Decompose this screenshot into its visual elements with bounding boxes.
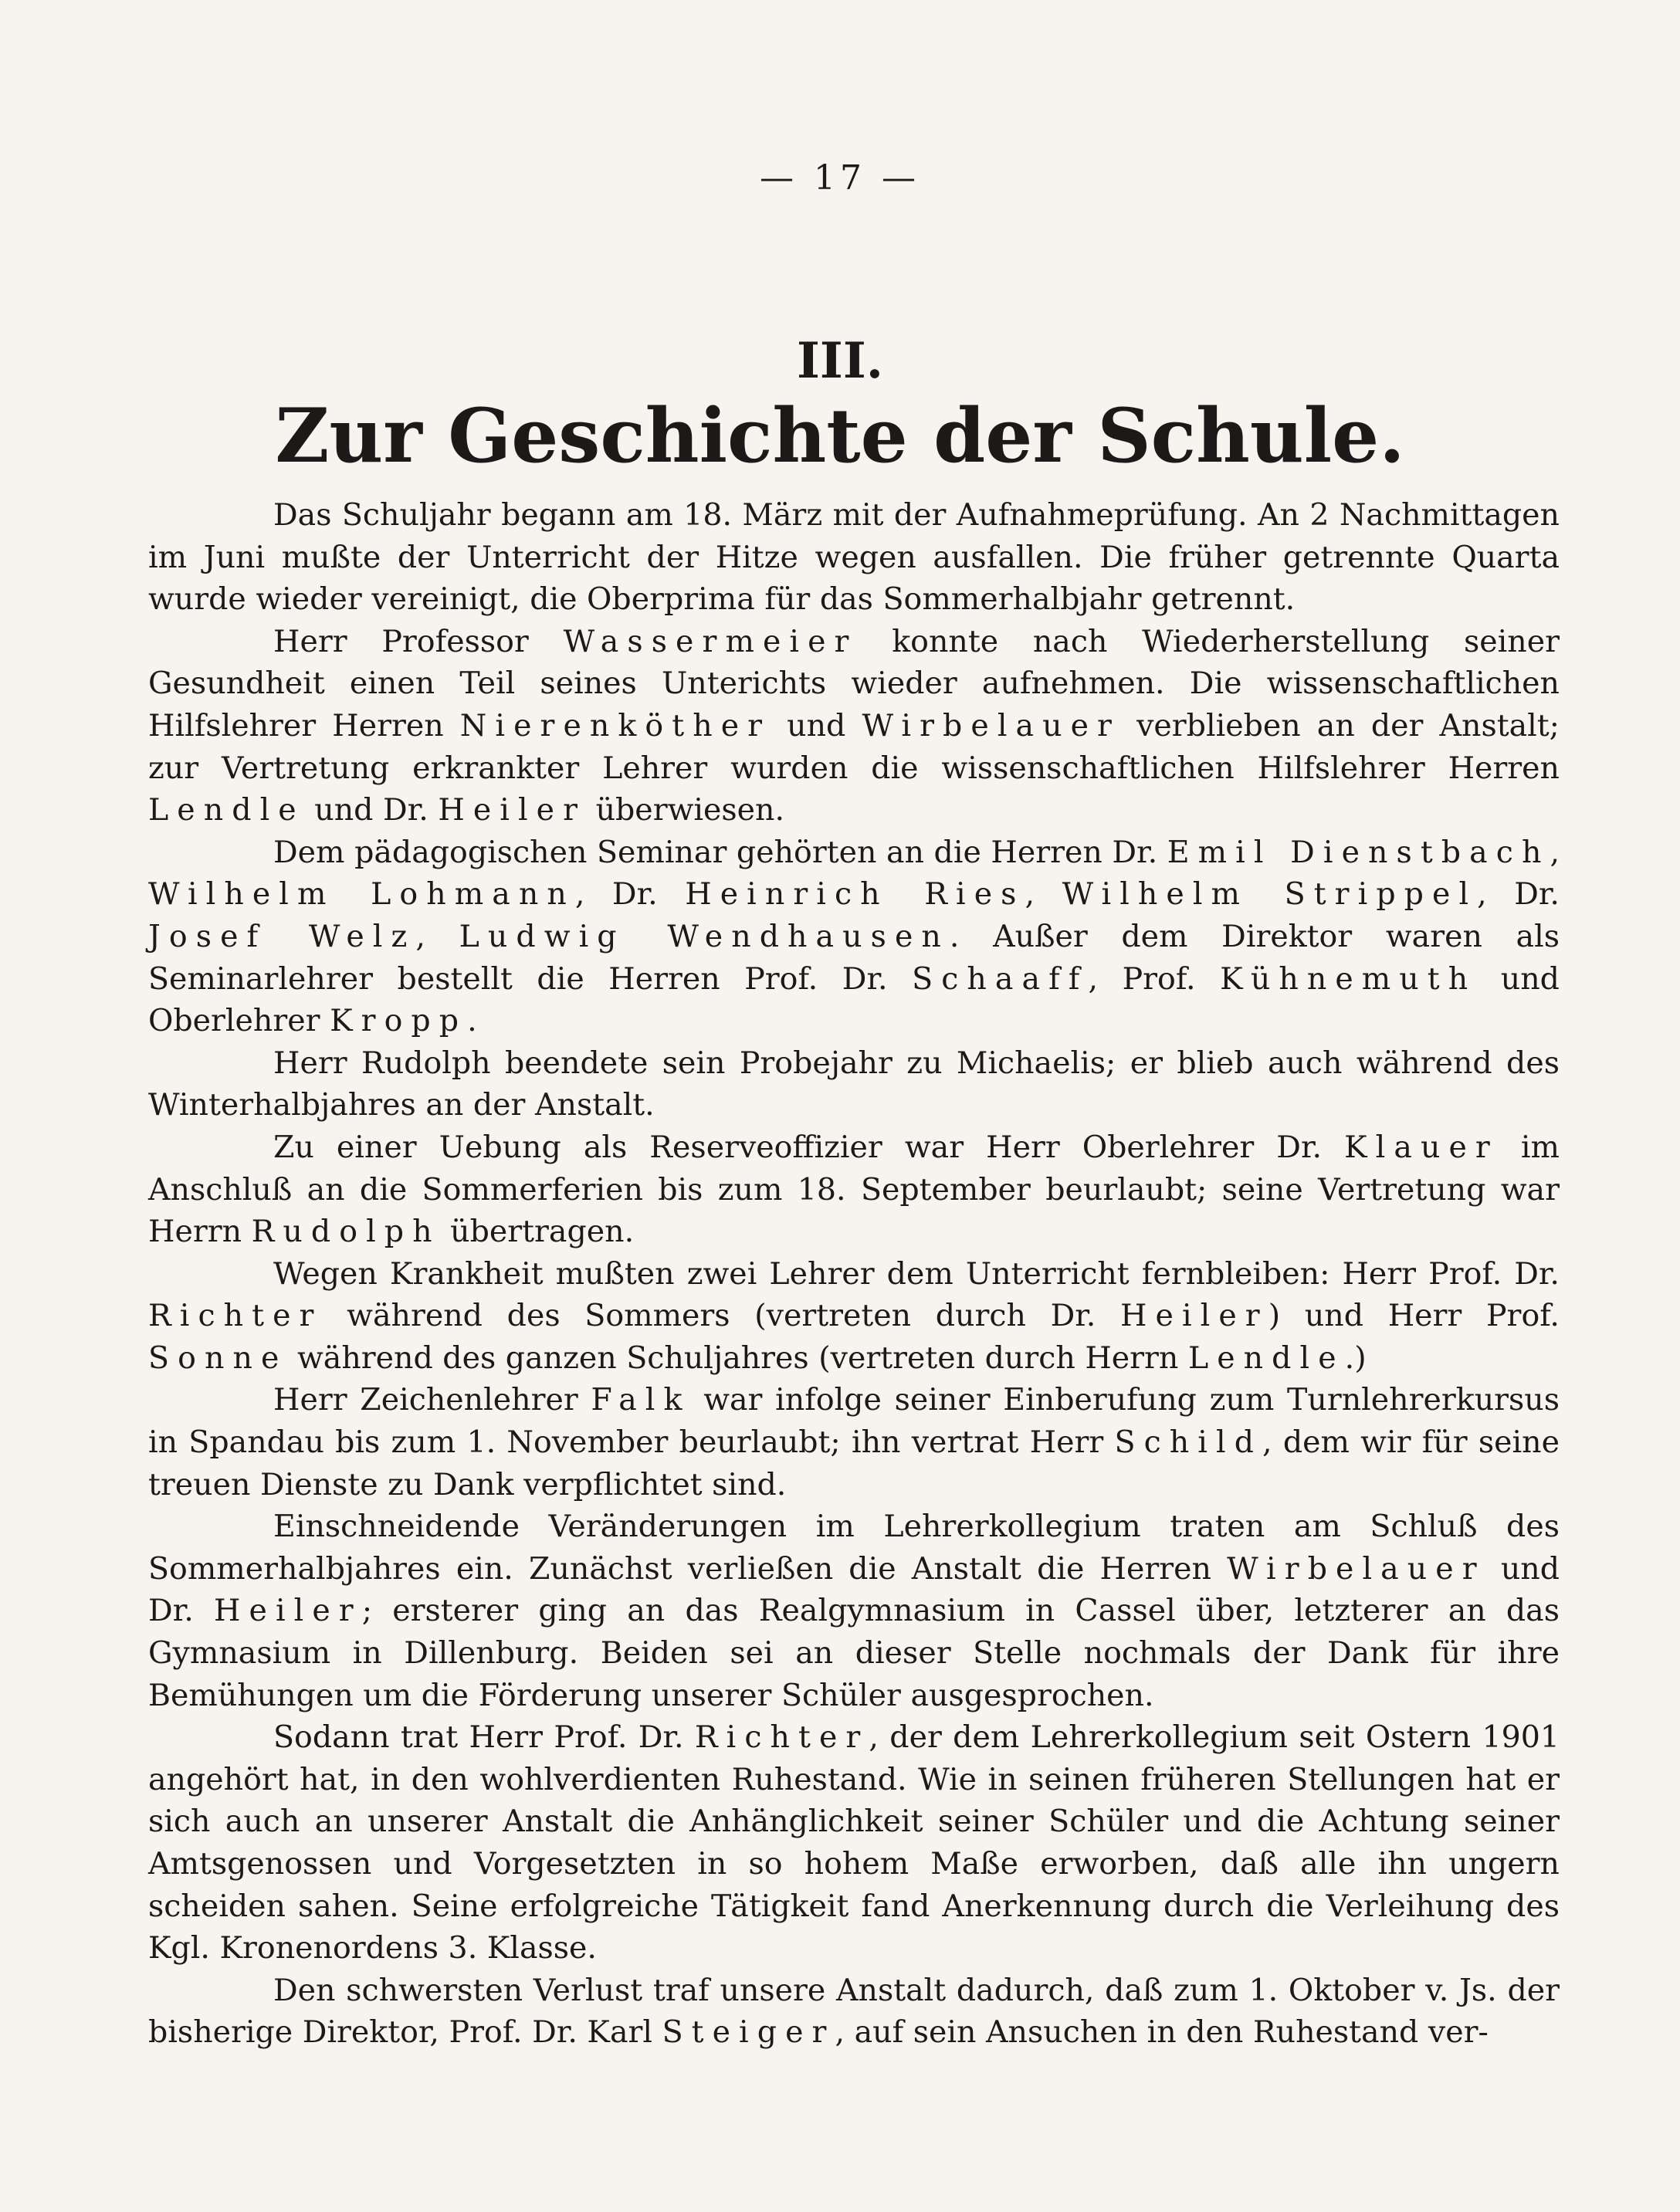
- text-run: Dem pädagogischen Seminar gehörten an die Herren Dr.: [273, 834, 1167, 870]
- text-run: und Oberlehrer: [148, 960, 1560, 1039]
- text-run: , dem wir für seine treuen Dienste zu Dank verpflichtet sind.: [148, 1424, 1560, 1502]
- paragraph: [148, 832, 1560, 1042]
- spaced-name: Wilhelm Lohmann: [148, 876, 575, 913]
- text-run: verblieben an der Anstalt; zur Vertretung erkrankter Lehrer wurden die wissenschaftlichen Hilfslehrer Herren: [148, 707, 1560, 786]
- text-run: ,: [415, 918, 459, 954]
- paragraph: [148, 1253, 1560, 1380]
- text-run: Das Schuljahr begann am 18. März mit der Aufnahmeprüfung. An 2 Nachmittagen im Juni mußte der Unterricht der Hitze wegen ausfallen. Die früher getrennte Quarta wurde wieder vereinigt, die Oberprima für das Sommerhalbjahr getrennt.: [148, 497, 1560, 618]
- text-run: , der dem Lehrerkollegium seit Ostern 1901 angehört hat, in den wohlverdienten Ruhestand. Wie in seinen früheren Stellungen hat er sich auch an unserer Anstalt die Anhänglichkeit seiner Schüler und die Achtung seiner Amtsgenossen und Vorgesetzten in so hohem Maße erworben, daß alle ihn ungern scheiden sahen. Seine erfolgreiche Tätigkeit fand Anerkennung durch die Verleihung des Kgl. Kronenordens 3. Klasse.: [148, 1719, 1560, 1966]
- paragraph: [148, 1379, 1560, 1506]
- text-run: , Prof.: [1088, 960, 1221, 997]
- spaced-name: Wassermeier: [563, 623, 858, 659]
- paragraph: [148, 494, 1560, 621]
- spaced-name: Wirbelauer: [1227, 1550, 1485, 1587]
- text-run: ) und Herr Prof.: [1268, 1298, 1560, 1334]
- spaced-name: Heiler: [214, 1593, 362, 1629]
- spaced-name: Josef Welz: [148, 918, 416, 954]
- spaced-name: Falk: [591, 1382, 691, 1418]
- spaced-name: Ludwig Wendhausen: [459, 918, 950, 954]
- text-run: übertragen.: [440, 1214, 635, 1250]
- text-run: . Außer dem Direktor waren als Seminarlehrer bestellt die Herren Prof. Dr.: [148, 918, 1560, 997]
- body-text: [148, 494, 1560, 2054]
- text-run: , Dr.: [1477, 876, 1560, 913]
- text-run: konnte nach Wiederherstellung seiner Gesundheit einen Teil seines Unterichts wieder aufnehmen. Die wissenschaftlichen Hilfslehrer Herren: [148, 623, 1560, 744]
- spaced-name: Wirbelauer: [862, 707, 1120, 744]
- section-title: Zur Geschichte der Schule.: [275, 392, 1405, 479]
- text-run: Herr Zeichenlehrer: [273, 1382, 591, 1418]
- text-run: und Dr.: [148, 1550, 1560, 1629]
- spaced-name: Emil Dienstbach: [1167, 834, 1550, 870]
- spaced-name: Heiler: [1120, 1298, 1268, 1334]
- text-run: während des ganzen Schuljahres (vertreten durch Herrn: [287, 1340, 1188, 1376]
- text-run: war infolge seiner Einberufung zum Turnlehrerkursus in Spandau bis zum 1. November beurlaubt; ihn vertrat Herr: [148, 1382, 1560, 1461]
- paragraph: [148, 1716, 1560, 1970]
- page-number: — 17 —: [760, 158, 920, 198]
- text-run: Wegen Krankheit mußten zwei Lehrer dem Unterricht fernbleiben: Herr Prof. Dr.: [273, 1255, 1560, 1292]
- spaced-name: Kropp: [330, 1003, 468, 1039]
- section-numeral: III.: [796, 332, 884, 390]
- spaced-name: Heinrich Ries: [685, 876, 1025, 913]
- spaced-name: Sonne: [148, 1340, 288, 1376]
- spaced-name: Heiler: [438, 792, 587, 828]
- spaced-name: Richter: [148, 1298, 323, 1334]
- text-run: ,: [1025, 876, 1062, 913]
- spaced-name: Steiger: [662, 2014, 835, 2051]
- text-run: .: [467, 1003, 477, 1039]
- text-run: und: [771, 707, 862, 744]
- text-run: im Anschluß an die Sommerferien bis zum 18. September beurlaubt; seine Vertretung war Herrn: [148, 1129, 1560, 1250]
- text-run: .): [1344, 1340, 1367, 1376]
- text-run: und Dr.: [304, 792, 439, 828]
- text-run: während des Sommers (vertreten durch Dr.: [322, 1298, 1121, 1334]
- paragraph: [148, 1042, 1560, 1126]
- spaced-name: Rudolph: [251, 1214, 441, 1250]
- spaced-name: Wilhelm Strippel: [1062, 876, 1478, 913]
- text-run: , auf sein Ansuchen in den Ruhestand ver-: [835, 2014, 1489, 2051]
- paragraph: [148, 1970, 1560, 2054]
- spaced-name: Kühnemuth: [1220, 960, 1477, 997]
- text-run: Zu einer Uebung als Reserveoffizier war Herr Oberlehrer Dr.: [273, 1129, 1345, 1165]
- spaced-name: Klauer: [1344, 1129, 1499, 1165]
- spaced-name: Schild: [1114, 1424, 1263, 1461]
- text-run: ,: [1550, 834, 1560, 870]
- spaced-name: Nierenköther: [459, 707, 771, 744]
- text-run: Einschneidende Veränderungen im Lehrerkollegium traten am Schluß des Sommerhalbjahres ein. Zunächst verließen die Anstalt die Herren: [148, 1509, 1560, 1587]
- text-run: Den schwersten Verlust traf unsere Anstalt dadurch, daß zum 1. Oktober v. Js. der bisherige Direktor, Prof. Dr. Karl: [148, 1972, 1560, 2051]
- paragraph: [148, 1126, 1560, 1253]
- text-run: Herr Professor: [273, 623, 564, 659]
- text-run: Herr Rudolph beendete sein Probejahr zu Michaelis; er blieb auch während des Winterhalbjahres an der Anstalt.: [148, 1045, 1560, 1123]
- text-run: überwiesen.: [586, 792, 785, 828]
- paragraph: [148, 1506, 1560, 1716]
- spaced-name: Schaaff: [912, 960, 1089, 997]
- spaced-name: Richter: [694, 1719, 869, 1756]
- spaced-name: Lendle: [148, 792, 305, 828]
- text-run: , Dr.: [574, 876, 686, 913]
- paragraph: [148, 621, 1560, 832]
- spaced-name: Lendle: [1187, 1340, 1345, 1376]
- text-run: ; ersterer ging an das Realgymnasium in Cassel über, letzterer an das Gymnasium in Dillenburg. Beiden sei an dieser Stelle nochmals der Dank für ihre Bemühungen um die Förderung unserer Schüler ausgesprochen.: [148, 1593, 1560, 1713]
- text-run: Sodann trat Herr Prof. Dr.: [273, 1719, 695, 1756]
